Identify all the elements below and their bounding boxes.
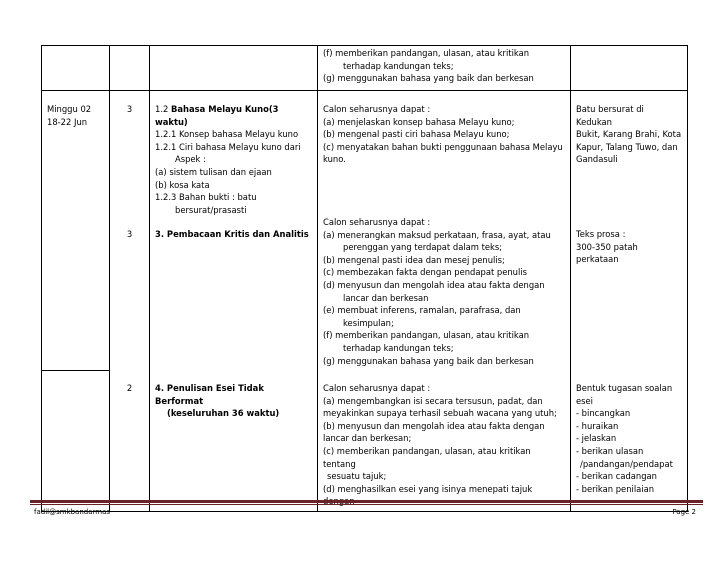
objective-line: (c) menyatakan bahan bukti penggunaan bahasa Melayu bbox=[323, 141, 563, 152]
resources-cell bbox=[571, 370, 688, 511]
objectives-cell bbox=[318, 91, 571, 371]
topic-line: 1.2.1 Konsep bahasa Melayu kuno bbox=[155, 129, 299, 140]
page-number: Page 2 bbox=[672, 508, 696, 516]
objective-line: lancar dan berkesan; bbox=[323, 433, 412, 444]
resource-line: - huraikan bbox=[576, 420, 619, 431]
objective-line: kesimpulan; bbox=[343, 317, 394, 328]
objective-line: (d) menghasilkan esei yang isinya menepati tajuk bbox=[323, 483, 533, 494]
objective-line: terhadap kandungan teks; bbox=[343, 342, 454, 353]
table-row bbox=[42, 91, 688, 371]
objective-line: (d) menyusun dan mengolah idea atau fakta dengan bbox=[323, 279, 545, 290]
topic-line: (b) kosa kata bbox=[155, 179, 210, 190]
objective-line: (b) menyusun dan mengolah idea atau fakta dengan bbox=[323, 420, 545, 431]
resource-line: Bentuk tugasan soalan esei bbox=[576, 383, 673, 406]
objective-line: sesuatu tajuk; bbox=[327, 471, 387, 482]
objective-line: kuno. bbox=[323, 154, 346, 165]
topic-line: (a) sistem tulisan dan ejaan bbox=[155, 166, 272, 177]
week-cell bbox=[42, 46, 110, 91]
week-cell bbox=[42, 91, 110, 371]
week-dates: 18-22 Jun bbox=[47, 116, 88, 127]
footer-rule bbox=[30, 504, 703, 505]
topic-cell bbox=[150, 370, 318, 511]
resources-cell bbox=[571, 46, 688, 91]
objective-line: (a) menjelaskan konsep bahasa Melayu kuno; bbox=[323, 116, 515, 127]
hours-value: 3 bbox=[126, 104, 133, 114]
topic-line: bersurat/prasasti bbox=[175, 204, 247, 215]
hours-cell bbox=[110, 370, 150, 511]
resource-line: Gandasuli bbox=[576, 154, 618, 165]
topic-title: 3. Pembacaan Kritis dan Analitis bbox=[155, 229, 309, 240]
week-cell bbox=[42, 370, 110, 511]
resource-line: - berikan ulasan bbox=[576, 446, 644, 457]
resource-line: - berikan penilaian bbox=[576, 483, 655, 494]
objective-line: (g) menggunakan bahasa yang baik dan berkesan bbox=[323, 355, 534, 366]
objective-line: Calon seharusnya dapat : bbox=[323, 216, 431, 227]
hours-value: 2 bbox=[126, 383, 133, 394]
objective-line: meyakinkan supaya terhasil sebuah wacana yang utuh; bbox=[323, 408, 557, 419]
resource-line: Batu bersurat di Kedukan bbox=[576, 104, 644, 127]
resource-line: - bincangkan bbox=[576, 408, 631, 419]
topic-title: 1.2 Bahasa Melayu Kuno(3 waktu) bbox=[155, 104, 279, 127]
hours-cell bbox=[110, 91, 150, 371]
objective-line: (f) memberikan pandangan, ulasan, atau kritikan bbox=[323, 330, 530, 341]
topic-subtitle: (keseluruhan 36 waktu) bbox=[167, 408, 280, 419]
objective-line: (f) memberikan pandangan, ulasan, atau kritikan bbox=[323, 48, 530, 58]
week-label: Minggu 02 bbox=[47, 104, 92, 114]
resource-line: - jelaskan bbox=[576, 433, 617, 444]
hours-value: 3 bbox=[126, 228, 133, 239]
objectives-cell bbox=[318, 46, 571, 91]
objective-line: (c) memberikan pandangan, ulasan, atau kritikan tentang bbox=[323, 446, 531, 469]
resource-line: Bukit, Karang Brahi, Kota bbox=[576, 129, 682, 140]
objective-line: lancar dan berkesan bbox=[343, 292, 429, 303]
objective-line: (g) menggunakan bahasa yang baik dan berkesan bbox=[323, 73, 534, 84]
objective-line: Calon seharusnya dapat : bbox=[323, 104, 431, 114]
objective-line: (a) mengembangkan isi secara tersusun, padat, dan bbox=[323, 395, 543, 406]
topic-line: 1.2.3 Bahan bukti : batu bbox=[155, 192, 257, 203]
topic-title: 4. Penulisan Esei Tidak Berformat bbox=[155, 383, 264, 406]
topic-cell bbox=[150, 91, 318, 371]
resource-line: - berikan cadangan bbox=[576, 471, 657, 482]
topic-cell bbox=[150, 46, 318, 91]
hours-cell bbox=[110, 46, 150, 91]
resource-line: Teks prosa : bbox=[576, 228, 626, 239]
syllabus-table bbox=[41, 45, 688, 512]
objectives-cell bbox=[318, 370, 571, 511]
table-row bbox=[42, 46, 688, 91]
topic-line: 1.2.1 Ciri bahasa Melayu kuno dari bbox=[155, 141, 301, 152]
topic-line: Aspek : bbox=[175, 154, 206, 165]
objective-line: (e) membuat inferens, ramalan, parafrasa, dan bbox=[323, 305, 521, 316]
objective-line: terhadap kandungan teks; bbox=[343, 60, 454, 71]
objective-line: (c) membezakan fakta dengan pendapat penulis bbox=[323, 267, 527, 278]
objective-line: Calon seharusnya dapat : bbox=[323, 383, 431, 394]
objective-line: (a) menerangkan maksud perkataan, frasa, ayat, atau bbox=[323, 229, 551, 240]
resource-line: Kapur, Talang Tuwo, dan bbox=[576, 141, 678, 152]
resource-line: /pandangan/pendapat bbox=[580, 458, 673, 469]
objective-line: (b) mengenal pasti idea dan mesej penulis; bbox=[323, 254, 505, 265]
footer-author: fadil@smkbandarmas bbox=[34, 508, 111, 516]
resource-line: 300-350 patah perkataan bbox=[576, 241, 638, 265]
objective-line: perenggan yang terdapat dalam teks; bbox=[343, 242, 503, 253]
objective-line: (b) mengenal pasti ciri bahasa Melayu kuno; bbox=[323, 129, 510, 140]
table-row bbox=[42, 370, 688, 511]
resources-cell bbox=[571, 91, 688, 371]
footer-rule bbox=[30, 500, 703, 503]
